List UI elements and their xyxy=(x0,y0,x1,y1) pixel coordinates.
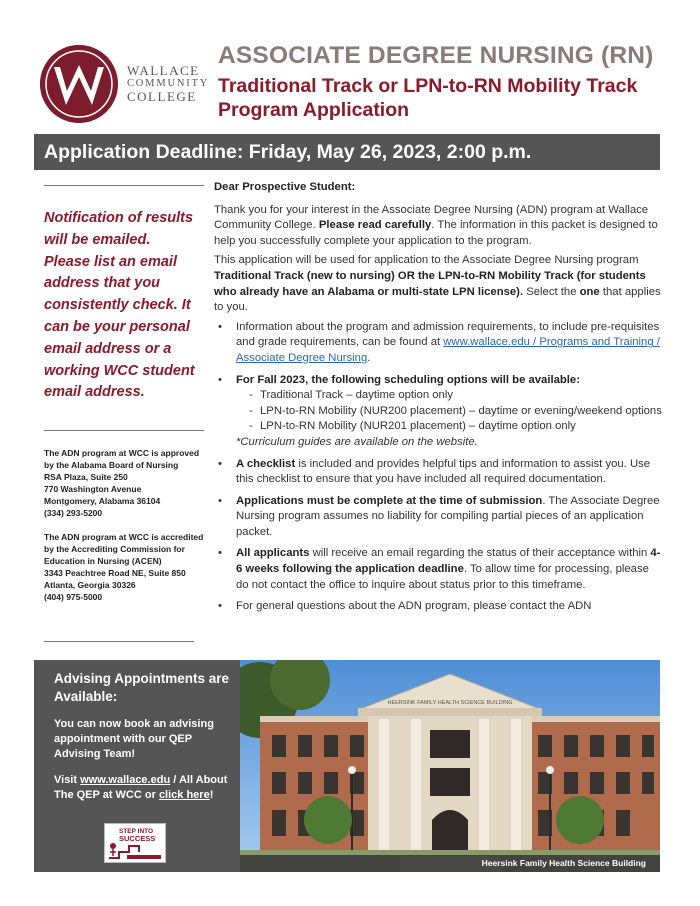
list-item xyxy=(214,494,664,541)
advising-panel xyxy=(34,660,240,872)
building-photo xyxy=(240,660,660,872)
health-science-building-illustration xyxy=(240,660,660,872)
schedule-option: - LPN-to-RN Mobility (NUR200 placement) – daytime or evening/weekend options xyxy=(246,404,664,420)
read-carefully-emphasis: Please read carefully xyxy=(318,219,432,232)
click-here-end: ! xyxy=(209,789,214,801)
info-text: Information about the program and admission requirements, to include pre-requisites and grade requirements, can be found at xyxy=(236,320,660,349)
greeting: Dear Prospective Student: xyxy=(214,181,356,193)
logo-line-2: COMMUNITY xyxy=(127,78,210,89)
approval-phone: (334) 293-5200 xyxy=(44,508,103,518)
accreditation-intro: The ADN program at WCC is accredited by the Accrediting Commission for Education in Nursing (ACEN) xyxy=(44,532,204,566)
document-title: ASSOCIATE DEGREE NURSING (RN) xyxy=(218,42,654,69)
sidebar-divider-middle xyxy=(44,430,204,431)
accreditation-info xyxy=(44,447,204,615)
info-bullet-list xyxy=(214,320,664,615)
notice-heading: Notification of results will be emailed. xyxy=(44,210,194,248)
letter-body xyxy=(214,180,664,621)
list-item xyxy=(214,320,664,367)
tracks-emphasis: Traditional Track (new to nursing) OR the LPN-to-RN Mobility Track (for students who already have an Alabama or multi-state LPN license). xyxy=(214,269,646,298)
building-sign: HEERSINK FAMILY HEALTH SCIENCE BUILDING xyxy=(387,700,513,706)
complete-text: . The Associate Degree Nursing program assumes no liability for compiling partial pieces of an application packet. xyxy=(236,494,660,538)
checklist-text: is included and provides helpful tips and information to assist you. Use this checklist to ensure that you have included all required documentation. xyxy=(236,457,651,486)
approval-intro: The ADN program at WCC is approved by the Alabama Board of Nursing xyxy=(44,448,200,470)
notice-body: Please list an email address that you consistently check. It can be your personal email address or a working WCC student email address. xyxy=(44,253,195,401)
schedule-heading: For Fall 2023, the following scheduling options will be available: xyxy=(236,373,580,386)
schedule-options xyxy=(246,388,664,435)
timeframe-emphasis: 4-6 weeks following the application deadline xyxy=(236,547,661,576)
approval-address-1: RSA Plaza, Suite 250 xyxy=(44,472,128,482)
applicants-emphasis: All applicants xyxy=(236,547,310,560)
tracks-text: This application will be used for application to the Associate Degree Nursing program xyxy=(214,254,639,267)
college-logo xyxy=(40,45,118,123)
list-item xyxy=(214,373,664,451)
curriculum-note: *Curriculum guides are available on the website. xyxy=(236,435,478,448)
tracks-end-text: that applies to you. xyxy=(214,285,661,314)
email-notification-notice xyxy=(44,208,204,404)
logo-line-3: COLLEGE xyxy=(127,89,197,104)
accreditation-address-1: 3343 Peachtree Road NE, Suite 850 xyxy=(44,568,186,578)
info-text-end: . xyxy=(367,351,371,364)
list-item xyxy=(214,546,664,593)
tracks-select-text: Select the xyxy=(526,285,577,298)
visit-text-end: / All About The QEP at WCC or xyxy=(54,774,228,801)
badge-line-2: SUCCESS xyxy=(119,834,156,843)
accreditation-block xyxy=(44,531,204,603)
qep-badge xyxy=(104,823,166,863)
intro-text-end: . The information in this packet is designed to help you successfully complete your application to the program. xyxy=(214,219,658,247)
list-item xyxy=(214,599,664,615)
complete-emphasis: Applications must be complete at the time of submission xyxy=(236,494,543,507)
click-here-link[interactable]: click here xyxy=(158,789,210,801)
schedule-option: - LPN-to-RN Mobility (NUR201 placement) – daytime option only xyxy=(246,419,664,435)
checklist-emphasis: A checklist xyxy=(236,457,296,470)
intro-paragraph xyxy=(214,203,664,250)
application-deadline-banner: Application Deadline: Friday, May 26, 2023, 2:00 p.m. xyxy=(34,134,660,170)
contact-text: For general questions about the ADN program, please contact the ADN xyxy=(236,600,592,613)
applicants-text: will receive an email regarding the status of their acceptance within xyxy=(312,547,648,560)
badge-line-1: STEP INTO xyxy=(119,828,154,835)
approval-address-2: 770 Washington Avenue xyxy=(44,484,142,494)
accreditation-phone: (404) 975-5000 xyxy=(44,592,103,602)
intro-text: Thank you for your interest in the Associate Degree Nursing (ADN) program at Wallace Community College. xyxy=(214,203,649,232)
logo-wordmark xyxy=(127,64,209,103)
list-item xyxy=(214,457,664,488)
wallace-website-link[interactable]: www.wallace.edu xyxy=(80,774,171,786)
advising-heading: Advising Appointments are Available: xyxy=(54,671,230,704)
visit-text: Visit xyxy=(54,774,78,786)
document-subtitle: Traditional Track or LPN-to-RN Mobility Track Program Application xyxy=(218,75,638,121)
approval-block xyxy=(44,447,204,519)
tracks-paragraph xyxy=(214,253,664,315)
accreditation-address-2: Atlanta, Georgia 30326 xyxy=(44,580,136,590)
advising-body: You can now book an advising appointment with our QEP Advising Team! xyxy=(54,718,214,760)
wallace-w-logo-icon xyxy=(40,45,118,123)
sidebar-divider-bottom xyxy=(44,641,194,642)
applicants-text-end: . To allow time for processing, please do not contact the office to inquire about status prior to this timeframe. xyxy=(236,563,649,591)
tracks-one-emphasis: one xyxy=(579,285,600,298)
approval-address-3: Montgomery, Alabama 36104 xyxy=(44,496,161,506)
photo-caption: Heersink Family Health Science Building xyxy=(240,855,660,872)
program-info-link[interactable]: www.wallace.edu / Programs and Training / Associate Degree Nursing xyxy=(236,336,660,364)
schedule-option: - Traditional Track – daytime option only xyxy=(246,388,664,404)
sidebar-divider-top xyxy=(44,185,204,186)
qep-stairs-logo-icon xyxy=(105,824,165,862)
advising-visit xyxy=(54,773,230,803)
logo-line-1: WALLACE xyxy=(127,63,200,78)
